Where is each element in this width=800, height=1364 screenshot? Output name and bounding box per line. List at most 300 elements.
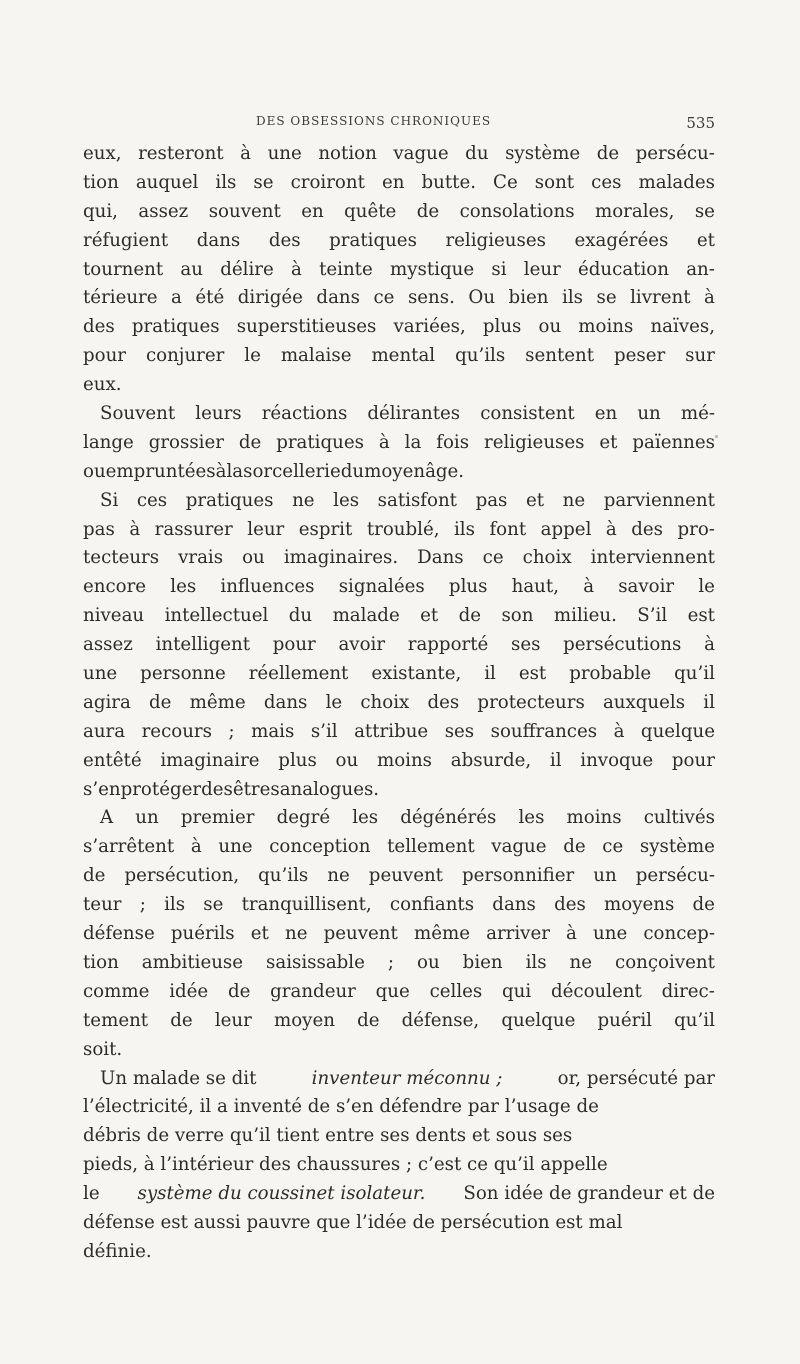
word: grandeur <box>270 980 356 1002</box>
word: ses <box>511 634 541 656</box>
text-segment: défense est aussi pauvre que l’idée de persécution est mal <box>83 1211 623 1233</box>
word: système <box>639 836 715 858</box>
word: cultivés <box>643 807 715 829</box>
word: térieure <box>83 287 158 309</box>
word: fois <box>436 431 470 453</box>
word: influences <box>220 576 315 598</box>
word: avoir <box>338 634 386 656</box>
word: de <box>227 980 251 1002</box>
word: eux. <box>83 374 122 396</box>
word: sur <box>685 345 715 367</box>
word: ou <box>83 460 106 482</box>
word: pratiques <box>276 431 364 453</box>
word: Souvent <box>100 403 176 425</box>
word: persécu- <box>635 143 715 164</box>
word: ces <box>136 489 168 511</box>
text-line <box>83 487 715 516</box>
word: leurs <box>195 403 242 425</box>
word: un <box>593 865 617 887</box>
word: à <box>129 518 141 540</box>
word: ses <box>444 720 475 742</box>
word: tranquillisent, <box>241 894 372 916</box>
word: ils <box>453 518 475 540</box>
word: consistent <box>480 403 575 425</box>
word: à <box>583 576 595 598</box>
word: grossier <box>148 431 224 453</box>
word: ou <box>538 316 562 338</box>
text-line <box>83 718 715 747</box>
text-line <box>83 544 715 573</box>
word: encore <box>83 576 147 598</box>
word: morales, <box>594 200 675 222</box>
word: interviennent <box>590 547 715 569</box>
italic-phrase: inventeur méconnu ; <box>311 1067 503 1089</box>
word: ces <box>591 171 622 193</box>
word: êtres <box>232 778 280 800</box>
running-head <box>84 114 715 136</box>
word: est <box>518 663 547 685</box>
word: se <box>203 894 224 916</box>
word: ils <box>562 287 583 309</box>
text-segment: Un malade se dit <box>100 1067 257 1089</box>
text-line <box>83 371 715 400</box>
word: s’en <box>83 778 121 800</box>
italic-phrase: système du coussinet isolateur. <box>137 1183 426 1205</box>
word: persécution, <box>124 865 240 887</box>
word: défense, <box>401 1009 480 1031</box>
word: à <box>605 518 617 540</box>
word: dans <box>492 894 536 916</box>
word: vrais <box>178 547 224 569</box>
text-line <box>83 747 715 776</box>
text-line <box>83 1122 715 1151</box>
text-line <box>83 1093 715 1122</box>
word: ce <box>373 287 395 309</box>
word: pratiques <box>329 229 417 251</box>
word: ; <box>228 720 235 742</box>
word: à <box>290 258 302 280</box>
word: une <box>593 923 628 945</box>
text-line <box>83 689 715 718</box>
word: tellement <box>387 836 475 858</box>
word: esprit <box>298 518 353 540</box>
word: une <box>267 143 302 164</box>
word: souvent <box>208 200 281 222</box>
word: celles <box>429 980 483 1002</box>
word: une <box>83 663 118 685</box>
text-line <box>83 256 715 285</box>
word: persécu- <box>635 865 715 887</box>
word: pas <box>475 489 508 511</box>
word: moyen <box>364 460 426 482</box>
word: s’arrêtent <box>83 836 175 858</box>
word: en <box>381 171 405 193</box>
word: ambitieuse <box>141 951 244 973</box>
word: rassurer <box>154 518 233 540</box>
word: signalées <box>338 576 425 598</box>
word: pratiques <box>131 316 220 338</box>
word: les <box>518 807 545 829</box>
word: il <box>484 663 496 685</box>
word: concep- <box>643 923 715 945</box>
word: du <box>340 460 365 482</box>
word: pour <box>83 345 126 367</box>
word: mais <box>251 720 295 742</box>
word: si <box>491 258 507 280</box>
word: même <box>189 691 246 713</box>
word: et <box>250 923 269 945</box>
word: haut, <box>511 576 559 598</box>
word: de <box>563 836 586 858</box>
word: dans <box>263 691 308 713</box>
word: il <box>549 749 562 771</box>
word: analogues. <box>279 778 380 800</box>
word: en <box>594 403 618 425</box>
word: resteront <box>138 143 224 164</box>
word: tement <box>83 1009 149 1031</box>
word: malaise <box>280 345 352 367</box>
word: ils <box>525 951 547 973</box>
word: empruntées <box>105 460 216 482</box>
word: qu’il <box>674 663 715 685</box>
word: moins <box>578 316 634 338</box>
word: se <box>694 200 715 222</box>
word: assez <box>138 200 189 222</box>
word: peser <box>614 345 666 367</box>
word: puérils <box>170 923 235 945</box>
word: ou <box>242 547 265 569</box>
text-line <box>83 458 715 487</box>
word: puéril <box>597 1009 652 1031</box>
word: des <box>427 691 460 713</box>
word: des <box>201 778 233 800</box>
text-line <box>83 776 715 805</box>
word: pratiques <box>185 489 274 511</box>
word: confiants <box>389 894 475 916</box>
running-title: DES OBSESSIONS CHRONIQUES <box>256 114 492 128</box>
word: dans <box>196 229 241 251</box>
word: soit. <box>83 1038 123 1060</box>
text-line <box>83 1007 715 1036</box>
word: intellectuel <box>164 605 269 627</box>
word: attribue <box>354 720 429 742</box>
word: troublé, <box>366 518 440 540</box>
text-line <box>83 949 715 978</box>
text-line <box>83 1209 715 1238</box>
word: Dans <box>417 547 464 569</box>
word: bien <box>508 287 549 309</box>
word: système <box>505 143 581 164</box>
word: moyen <box>273 1009 335 1031</box>
word: saisissable <box>266 951 365 973</box>
word: tion <box>83 951 119 973</box>
word: leur <box>523 258 561 280</box>
word: pas <box>83 518 115 540</box>
text-line <box>83 920 715 949</box>
word: la <box>226 460 244 482</box>
word: tournent <box>83 258 164 280</box>
word: Ce <box>493 171 518 193</box>
word: éducation <box>578 258 669 280</box>
word: imaginaire <box>160 749 260 771</box>
word: invoque <box>580 749 654 771</box>
word: conjurer <box>145 345 225 367</box>
word: direc- <box>661 980 715 1002</box>
text-line <box>83 169 715 198</box>
word: s’il <box>310 720 338 742</box>
word: ce <box>602 836 624 858</box>
word: idée <box>169 980 209 1002</box>
word: superstitieuses <box>236 316 377 338</box>
word: Si <box>100 489 119 511</box>
word: ils <box>215 171 237 193</box>
word: les <box>333 489 360 511</box>
text-line <box>83 1238 715 1267</box>
text-line <box>83 516 715 545</box>
word: bien <box>462 951 503 973</box>
word: un <box>135 807 159 829</box>
word: ou <box>335 749 359 771</box>
word: qui, <box>83 200 118 222</box>
word: mystique <box>390 258 475 280</box>
word: découlent <box>551 980 642 1002</box>
word: degré <box>276 807 331 829</box>
word: choix <box>522 547 572 569</box>
word: de <box>238 431 262 453</box>
word: quelque <box>501 1009 576 1031</box>
word: tecteurs <box>83 547 160 569</box>
word: consolations <box>459 200 575 222</box>
word: conçoivent <box>615 951 715 973</box>
word: âge. <box>425 460 465 482</box>
text-line <box>83 833 715 862</box>
word: et <box>525 489 545 511</box>
text-line <box>83 862 715 891</box>
word: exagérées <box>574 229 669 251</box>
word: pour <box>272 634 316 656</box>
word: des <box>554 894 586 916</box>
word: se <box>596 287 617 309</box>
word: plus <box>278 749 317 771</box>
word: S’il <box>637 605 668 627</box>
text-segment: pieds, à l’intérieur des chaussures ; c’est ce qu’il appelle <box>83 1154 608 1176</box>
word: des <box>631 518 663 540</box>
text-segment: le <box>83 1183 100 1205</box>
word: a <box>171 287 182 309</box>
word: ce <box>482 547 504 569</box>
word: ne <box>327 865 350 887</box>
text-line <box>83 978 715 1007</box>
word: quête <box>344 200 397 222</box>
word: le <box>325 691 343 713</box>
word: conception <box>269 836 371 858</box>
word: du <box>465 143 489 164</box>
word: de <box>357 1009 380 1031</box>
word: variées, <box>393 316 466 338</box>
scan-speck <box>715 435 718 438</box>
word: eux, <box>83 143 122 164</box>
word: an- <box>686 258 715 280</box>
word: ; <box>139 894 146 916</box>
text-segment: Son idée de grandeur et de <box>463 1183 715 1205</box>
word: plus <box>448 576 488 598</box>
word: protéger <box>120 778 202 800</box>
word: savoir <box>618 576 675 598</box>
text-line <box>83 602 715 631</box>
word: auxquels <box>602 691 686 713</box>
word: à <box>704 287 715 309</box>
word: rapporté <box>407 634 489 656</box>
word: son <box>501 605 534 627</box>
word: personne <box>140 663 226 685</box>
word: leur <box>214 1009 252 1031</box>
text-line <box>83 1065 715 1094</box>
word: lange <box>83 431 134 453</box>
word: à <box>378 431 390 453</box>
word: comme <box>83 980 150 1002</box>
word: de <box>458 605 482 627</box>
text-line <box>83 631 715 660</box>
word: teur <box>83 894 122 916</box>
text-line <box>83 342 715 371</box>
word: de <box>596 143 620 164</box>
word: ils <box>164 894 186 916</box>
word: arriver <box>486 923 550 945</box>
word: dégénérés <box>400 807 497 829</box>
word: personnifier <box>462 865 575 887</box>
word: ne <box>292 489 315 511</box>
word: souffrances <box>490 720 598 742</box>
word: agira <box>83 691 131 713</box>
word: qu’ils <box>455 345 506 367</box>
word: religieuses <box>484 431 585 453</box>
word: naïves, <box>650 316 715 338</box>
word: et <box>696 229 715 251</box>
text-segment: or, persécuté par <box>557 1067 715 1089</box>
word: notion <box>318 143 377 164</box>
word: absurde, <box>450 749 532 771</box>
text-segment: débris de verre qu’il tient entre ses dents et sous ses <box>83 1125 573 1147</box>
word: qu’il <box>674 1009 715 1031</box>
word: ou <box>417 951 440 973</box>
word: auquel <box>135 171 199 193</box>
text-line <box>83 227 715 256</box>
word: à <box>240 143 252 164</box>
word: à <box>215 460 227 482</box>
text-segment: définie. <box>83 1240 152 1262</box>
word: appel <box>540 518 592 540</box>
text-line <box>83 429 715 458</box>
word: dans <box>316 287 360 309</box>
word: quelque <box>640 720 715 742</box>
word: malades <box>638 171 715 193</box>
word: sorcellerie <box>243 460 341 482</box>
word: butte. <box>421 171 476 193</box>
word: défense <box>83 923 155 945</box>
word: à <box>704 634 715 656</box>
word: en <box>301 200 324 222</box>
word: au <box>180 258 203 280</box>
word: de <box>83 865 106 887</box>
word: teinte <box>319 258 373 280</box>
word: moyens <box>604 894 675 916</box>
word: même <box>413 923 470 945</box>
word: un <box>637 403 661 425</box>
word: de <box>416 200 440 222</box>
body-lines <box>83 140 715 1065</box>
word: leur <box>247 518 285 540</box>
word: à <box>566 923 577 945</box>
word: religieuses <box>445 229 546 251</box>
text-line <box>83 573 715 602</box>
word: mental <box>371 345 436 367</box>
text-line <box>83 1036 715 1065</box>
word: une <box>218 836 253 858</box>
word: réellement <box>248 663 349 685</box>
text-line <box>83 313 715 342</box>
word: vague <box>393 143 449 164</box>
word: Ou <box>468 287 496 309</box>
text-line <box>83 660 715 689</box>
word: réactions <box>261 403 348 425</box>
word: recours <box>141 720 212 742</box>
word: la <box>404 431 422 453</box>
body-text <box>83 140 715 1267</box>
word: réfugient <box>83 229 169 251</box>
word: délire <box>220 258 274 280</box>
word: les <box>352 807 379 829</box>
word: de <box>170 1009 193 1031</box>
word: moins <box>376 749 433 771</box>
word: du <box>288 605 313 627</box>
word: dirigée <box>237 287 303 309</box>
text-line <box>83 1180 715 1209</box>
word: existante, <box>371 663 462 685</box>
word: sont <box>534 171 575 193</box>
word: persécutions <box>563 634 682 656</box>
text-line <box>83 198 715 227</box>
word: été <box>195 287 225 309</box>
word: qu’ils <box>258 865 309 887</box>
word: premier <box>180 807 255 829</box>
page-number: 535 <box>686 114 715 132</box>
word: intelligent <box>155 634 251 656</box>
word: peuvent <box>368 865 443 887</box>
word: imaginaires. <box>283 547 399 569</box>
word: probable <box>569 663 652 685</box>
word: malade <box>332 605 400 627</box>
word: choix <box>360 691 410 713</box>
word: il <box>703 691 715 713</box>
text-line <box>83 400 715 429</box>
word: ; <box>387 951 395 973</box>
word: croiront <box>290 171 365 193</box>
word: mé- <box>680 403 715 425</box>
word: A <box>100 807 114 829</box>
word: milieu. <box>553 605 617 627</box>
word: des <box>268 229 301 251</box>
word: peuvent <box>323 923 398 945</box>
text-segment: l’électricité, il a inventé de s’en défendre par l’usage de <box>83 1096 599 1118</box>
word: ne <box>569 951 593 973</box>
word: à <box>613 720 625 742</box>
text-line <box>83 804 715 833</box>
word: pro- <box>677 518 715 540</box>
word: protecteurs <box>477 691 585 713</box>
word: païennes <box>632 431 715 453</box>
text-line <box>83 891 715 920</box>
word: délirantes <box>367 403 461 425</box>
